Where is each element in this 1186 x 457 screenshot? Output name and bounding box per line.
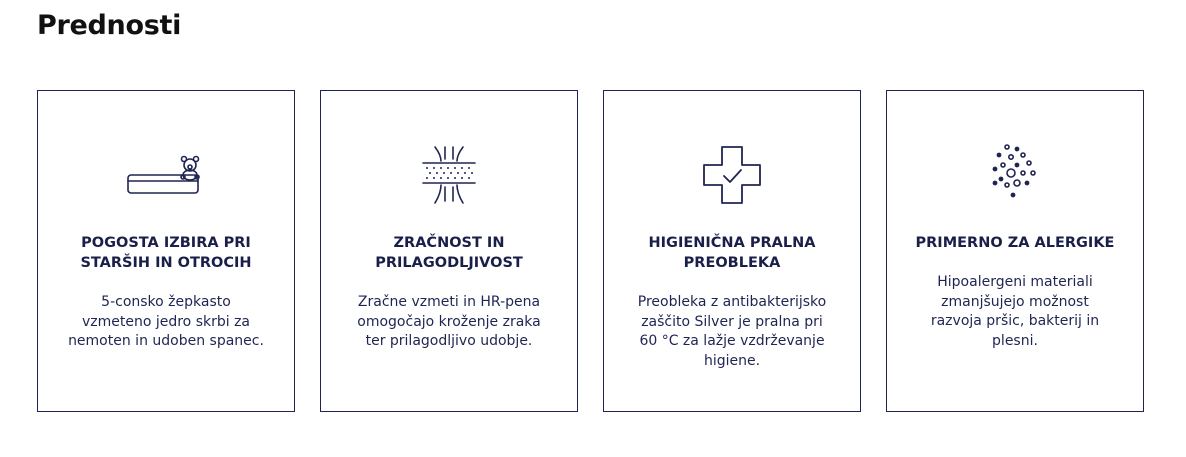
benefit-card-allergies	[886, 90, 1144, 412]
benefit-card-parents-children	[37, 90, 295, 412]
benefit-card-breathability	[320, 90, 578, 412]
benefit-title: POGOSTA IZBIRA PRI STARŠIH IN OTROCIH	[80, 235, 252, 271]
allergen-particles-icon	[975, 143, 1055, 207]
mattress-teddy-icon	[126, 143, 206, 207]
hygiene-cross-icon	[692, 143, 772, 207]
benefit-description: 5-consko žepkasto vzmeteno jedro skrbi za nemoten in udoben spanec.	[68, 294, 264, 349]
benefit-title: PRIMERNO ZA ALERGIKE	[915, 235, 1115, 251]
benefit-description: Zračne vzmeti in HR-pena omogočajo kroženje zraka ter prilagodljivo udobje.	[357, 294, 541, 349]
benefit-card-hygiene	[603, 90, 861, 412]
benefits-grid	[37, 90, 1144, 412]
benefit-title: ZRAČNOST IN PRILAGODLJIVOST	[375, 235, 523, 271]
benefit-description: Hipoalergeni materiali zmanjšujejo možnost razvoja pršic, bakterij in plesni.	[930, 274, 1100, 349]
benefit-description: Preobleka z antibakterijsko zaščito Silver je pralna pri 60 °C za lažje vzdrževanje higiene.	[637, 294, 827, 369]
breathable-layer-icon	[409, 143, 489, 207]
benefit-title: HIGIENIČNA PRALNA PREOBLEKA	[648, 235, 816, 271]
page-title: Prednosti	[37, 10, 182, 41]
